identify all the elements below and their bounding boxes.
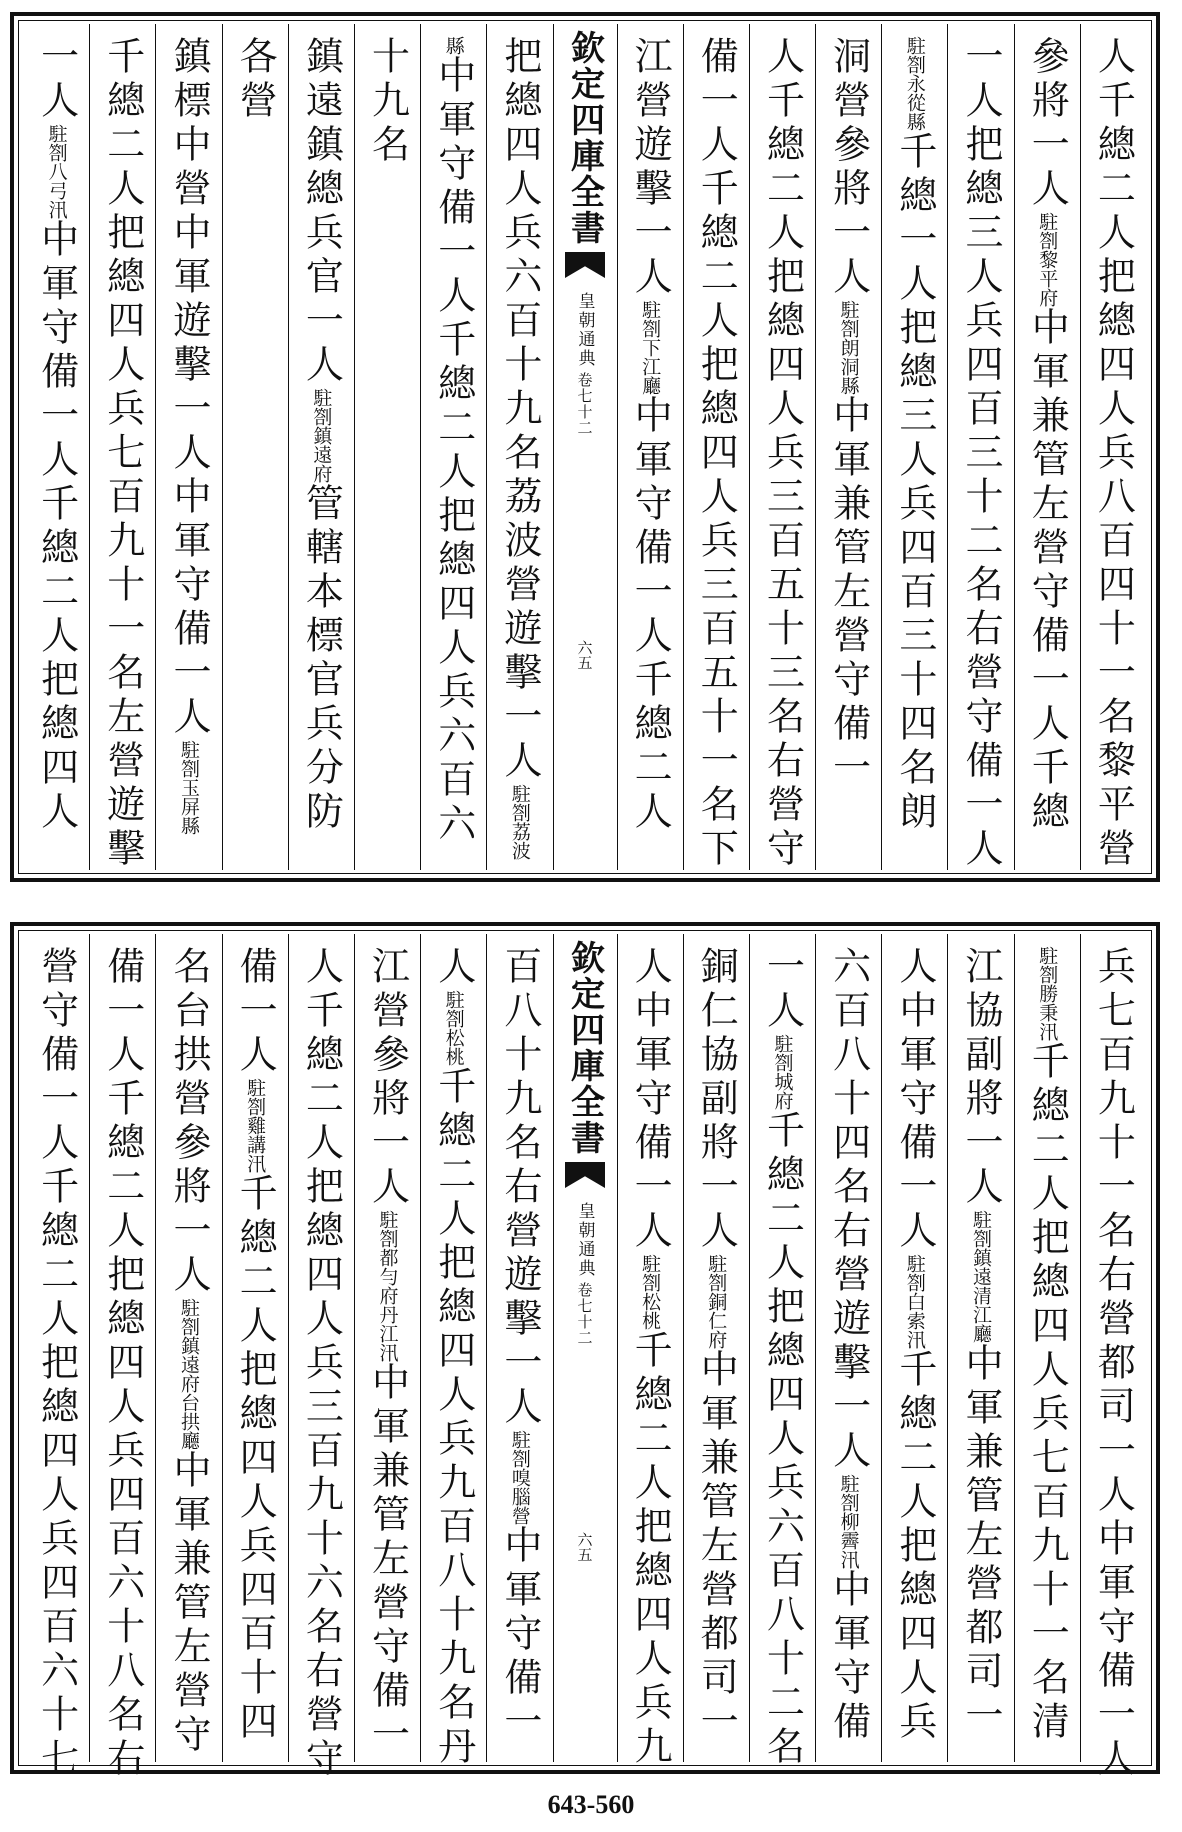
main-text: 人 <box>431 946 476 990</box>
main-text: 千總二人把總四人兵 <box>892 1349 937 1745</box>
annotation-note: 駐劄松桃 <box>639 1254 662 1330</box>
annotation-note: 駐劄荔波 <box>508 784 531 860</box>
column-text <box>694 36 739 872</box>
text-column <box>486 934 552 1762</box>
text-column <box>24 934 89 1782</box>
annotation-note: 駐劄下江廳 <box>639 300 662 395</box>
column-text <box>431 36 476 847</box>
text-column <box>486 24 552 870</box>
column-text <box>299 946 344 1782</box>
column-text <box>166 946 211 1758</box>
main-text: 十九名 <box>365 36 410 168</box>
main-text: 千總一人把總三人兵四百三十四名朗 <box>892 131 937 835</box>
annotation-note: 駐劄鎮遠府 <box>310 388 333 483</box>
leaf-number: 六五 <box>575 640 594 670</box>
main-text: 人中軍守備一人 <box>628 946 673 1254</box>
main-text: 六百八十四名右營遊擊一人 <box>826 946 871 1474</box>
main-text: 備一人千總二人把總四人兵四百六十八名右 <box>100 946 145 1782</box>
column-text <box>892 946 937 1745</box>
text-column <box>881 934 947 1762</box>
annotation-note: 駐劄都勻府丹江汛 <box>376 1210 399 1362</box>
annotation-note: 駐劄鎮遠清江廳 <box>970 1210 993 1343</box>
main-text: 洞營參將一人 <box>826 36 871 300</box>
annotation-note: 駐劄黎平府 <box>1036 212 1059 307</box>
column-text <box>892 36 937 835</box>
annotation-note: 駐劄城府 <box>771 1034 794 1110</box>
page-top <box>10 12 1160 882</box>
main-text: 江協副將一人 <box>959 946 1004 1210</box>
main-text: 管轄本標官兵分防 <box>299 483 344 835</box>
leaf-number: 六五 <box>575 1532 594 1562</box>
main-text: 中軍兼管左營守備一人千總 <box>1025 307 1070 835</box>
column-text <box>959 36 1004 872</box>
column-text <box>100 36 145 872</box>
column-text <box>1091 36 1136 872</box>
volume-label: 卷七十二 <box>575 372 594 436</box>
text-column <box>354 24 420 870</box>
page-number: 643-560 <box>547 1790 635 1819</box>
annotation-note: 駐劄永從縣 <box>903 36 926 131</box>
annotation-note: 駐劄玉屏縣 <box>177 740 200 835</box>
main-text: 鎮標中營中軍遊擊一人中軍守備一人 <box>166 36 211 740</box>
column-text <box>34 36 79 835</box>
column-text <box>959 946 1004 1739</box>
text-column <box>222 934 288 1762</box>
column-text <box>760 36 805 872</box>
column-text <box>1025 36 1070 835</box>
text-column <box>288 934 354 1782</box>
main-text: 營守備一人千總二人把總四人兵四百六十七 <box>34 946 79 1782</box>
main-text: 一人 <box>34 36 79 124</box>
main-text: 江營參將一人 <box>365 946 410 1210</box>
column-text <box>100 946 145 1782</box>
main-text: 千總二人把總四人兵六百八十二名 <box>760 1110 805 1770</box>
column-text <box>826 946 871 1745</box>
annotation-note: 駐劄松桃 <box>442 990 465 1066</box>
main-text: 中軍守備一人千總二人把總四人 <box>34 219 79 835</box>
annotation-note: 駐劄白索汛 <box>903 1254 926 1349</box>
column-text <box>233 36 278 124</box>
column-text <box>628 36 673 835</box>
text-column <box>749 24 815 870</box>
annotation-note: 駐劄嗅腦營 <box>508 1430 531 1525</box>
text-column <box>947 24 1013 870</box>
main-text: 參將一人 <box>1025 36 1070 212</box>
annotation-note: 駐劄朗洞縣 <box>837 300 860 395</box>
main-text: 中軍兼管左營守 <box>166 1450 211 1758</box>
main-text: 千總二人把總四人兵九 <box>628 1330 673 1770</box>
column-text <box>1025 946 1070 1745</box>
text-columns <box>24 934 1146 1782</box>
main-text: 一人把總三人兵四百三十二名右營守備一人 <box>959 36 1004 872</box>
text-column <box>288 24 354 870</box>
text-column <box>683 24 749 870</box>
main-text: 中軍兼管左營守備一 <box>365 1362 410 1758</box>
column-text <box>365 946 410 1758</box>
main-text: 百八十九名右營遊擊一人 <box>497 946 542 1430</box>
text-column <box>683 934 749 1762</box>
column-text <box>365 36 410 168</box>
text-column <box>420 24 486 870</box>
main-text: 人中軍守備一人 <box>892 946 937 1254</box>
column-text <box>166 36 211 835</box>
main-text: 中軍守備一 <box>497 1525 542 1745</box>
main-text: 千總二人把總四人兵七百九十一名左營遊擊 <box>100 36 145 872</box>
main-text: 中軍守備一人千總二人把總四人兵六百六 <box>431 55 476 847</box>
annotation-note: 駐劄柳霽汛 <box>837 1474 860 1569</box>
main-text: 名台拱營參將一人 <box>166 946 211 1298</box>
main-text: 備一人千總二人把總四人兵三百五十一名下 <box>694 36 739 872</box>
main-text: 兵七百九十一名右營都司一人中軍守備一人 <box>1091 946 1136 1782</box>
text-column <box>617 934 683 1770</box>
main-text: 千總二人把總四人兵四百十四 <box>233 1173 278 1745</box>
text-column <box>222 24 288 870</box>
book-title: 皇朝通典 <box>574 1202 595 1278</box>
text-column <box>354 934 420 1762</box>
annotation-note: 駐劄銅仁府 <box>705 1254 728 1349</box>
column-text <box>628 946 673 1770</box>
book-title: 皇朝通典 <box>574 292 595 368</box>
main-text: 備一人 <box>233 946 278 1078</box>
text-column <box>24 24 89 870</box>
text-column <box>881 24 947 870</box>
annotation-note: 駐劄鎮遠府台拱廳 <box>177 1298 200 1450</box>
page-bottom <box>10 922 1160 1782</box>
column-text <box>497 946 542 1745</box>
text-columns <box>24 24 1146 870</box>
column-text <box>1091 946 1136 1782</box>
main-text: 千總二人把總四人兵七百九十一名清 <box>1025 1041 1070 1745</box>
book-series-title: 欽定四庫全書 <box>564 940 605 1156</box>
column-text <box>233 946 278 1745</box>
main-text: 中軍守備一人千總二人 <box>628 395 673 835</box>
text-column <box>420 934 486 1770</box>
text-column <box>1014 934 1080 1762</box>
center-margin <box>553 24 617 870</box>
main-text: 一人 <box>760 946 805 1034</box>
main-text: 鎮遠鎮總兵官一人 <box>299 36 344 388</box>
text-column <box>155 934 221 1762</box>
text-column <box>617 24 683 870</box>
text-column <box>749 934 815 1770</box>
main-text: 中軍守備 <box>826 1569 871 1745</box>
column-text <box>34 946 79 1782</box>
main-text: 人千總二人把總四人兵三百五十三名右營守 <box>760 36 805 872</box>
main-text: 千總二人把總四人兵九百八十九名丹 <box>431 1066 476 1770</box>
annotation-note: 駐劄雞講汛 <box>244 1078 267 1173</box>
text-column <box>1080 934 1146 1782</box>
column-text <box>431 946 476 1770</box>
text-column <box>1014 24 1080 870</box>
text-column <box>1080 24 1146 870</box>
annotation-note: 駐劄八弓汛 <box>45 124 68 219</box>
main-text: 銅仁協副將一人 <box>694 946 739 1254</box>
column-text <box>826 36 871 791</box>
column-text <box>694 946 739 1745</box>
text-column <box>947 934 1013 1762</box>
main-text: 中軍兼管左營都司一 <box>959 1343 1004 1739</box>
annotation-note: 縣 <box>442 36 465 55</box>
text-column <box>815 934 881 1762</box>
main-text: 江營遊擊一人 <box>628 36 673 300</box>
text-column <box>155 24 221 870</box>
column-text <box>497 36 542 860</box>
main-text: 各營 <box>233 36 278 124</box>
main-text: 中軍兼管左營都司一 <box>694 1349 739 1745</box>
book-series-title: 欽定四庫全書 <box>564 30 605 246</box>
center-margin <box>553 934 617 1762</box>
column-text <box>760 946 805 1770</box>
main-text: 把總四人兵六百十九名荔波營遊擊一人 <box>497 36 542 784</box>
text-column <box>89 24 155 870</box>
annotation-note: 駐劄勝秉汛 <box>1036 946 1059 1041</box>
main-text: 中軍兼管左營守備一 <box>826 395 871 791</box>
main-text: 人千總二人把總四人兵八百四十一名黎平營 <box>1091 36 1136 872</box>
fishtail-icon <box>565 252 605 278</box>
text-column <box>815 24 881 870</box>
fishtail-icon <box>565 1162 605 1188</box>
column-text <box>299 36 344 835</box>
text-column <box>89 934 155 1782</box>
main-text: 人千總二人把總四人兵三百九十六名右營守 <box>299 946 344 1782</box>
volume-label: 卷七十二 <box>575 1282 594 1346</box>
